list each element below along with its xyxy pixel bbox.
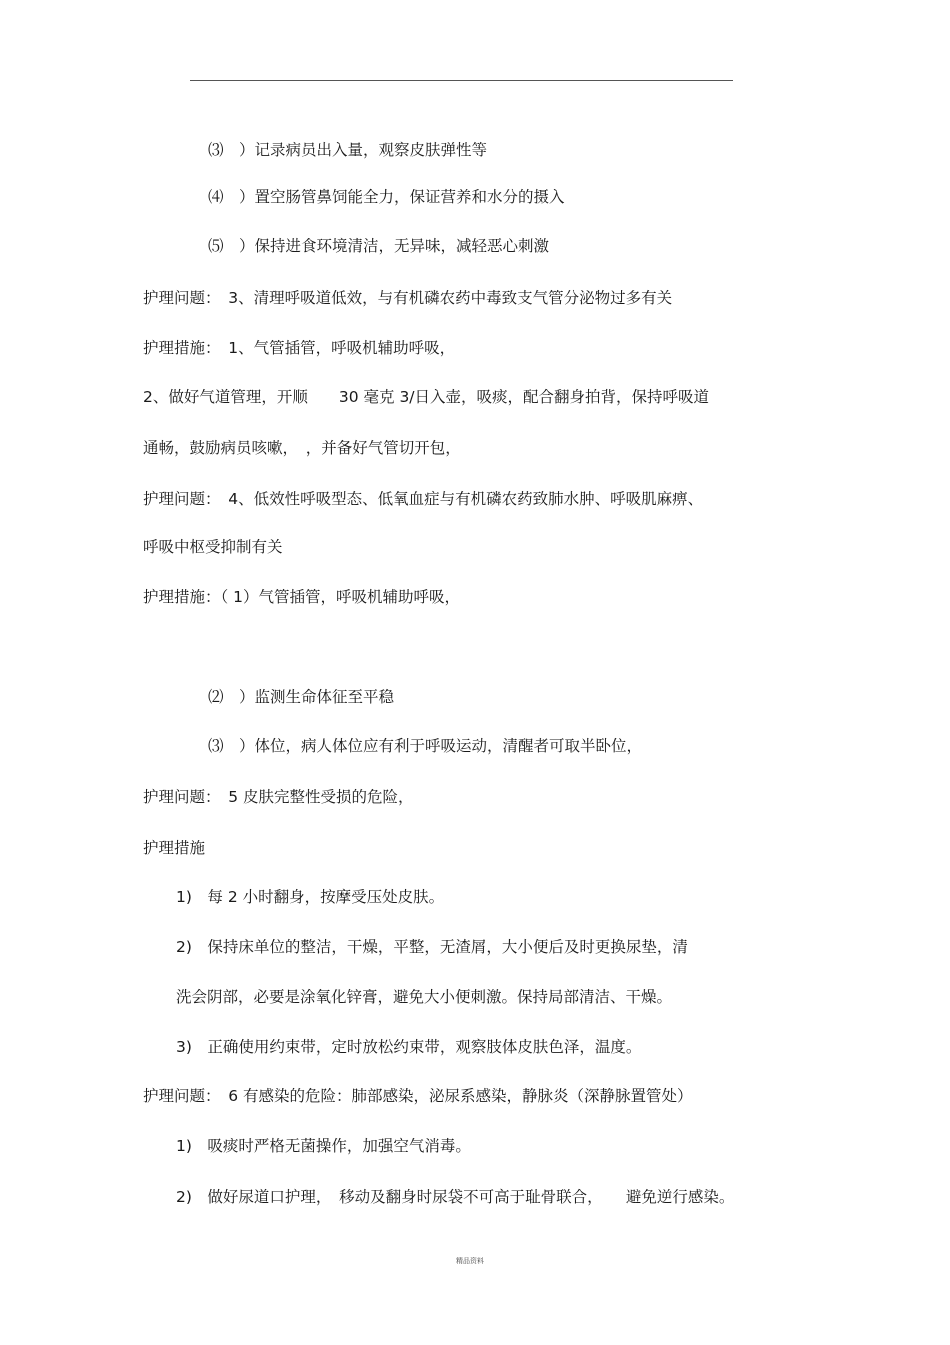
text-line: 2) 做好尿道口护理， 移动及翻身时尿袋不可高于耻骨联合， 避免逆行感染。 <box>176 1188 735 1206</box>
text-line: ⑸ ）保持进食环境清洁，无异味，减轻恶心刺激 <box>208 237 550 255</box>
text-line: 2) 保持床单位的整洁，干燥，平整，无渣屑，大小便后及时更换尿垫，清 <box>176 938 688 956</box>
text-line: 护理问题： 6 有感染的危险：肺部感染，泌尿系感染，静脉炎（深静脉置管处） <box>143 1087 693 1105</box>
text-line: ⑶ ）体位，病人体位应有利于呼吸运动，清醒者可取半卧位， <box>208 737 643 755</box>
text-line: 通畅，鼓励病员咳嗽， ，并备好气管切开包， <box>143 439 461 457</box>
text-line: 1) 吸痰时严格无菌操作，加强空气消毒。 <box>176 1137 471 1155</box>
text-line: 洗会阴部，必要是涂氧化锌膏，避免大小便刺激。保持局部清洁、干燥。 <box>176 988 673 1006</box>
text-line: 1) 每 2 小时翻身，按摩受压处皮肤。 <box>176 888 445 906</box>
header-rule <box>190 80 733 81</box>
text-line: 3) 正确使用约束带，定时放松约束带，观察肢体皮肤色泽，温度。 <box>176 1038 642 1056</box>
text-line: 呼吸中枢受抑制有关 <box>143 538 283 556</box>
text-line: 护理措施：（ 1）气管插管，呼吸机辅助呼吸， <box>143 588 461 606</box>
text-line: 护理问题： 5 皮肤完整性受损的危险， <box>143 788 414 806</box>
text-line: ⑷ ）置空肠管鼻饲能全力，保证营养和水分的摄入 <box>208 188 565 206</box>
text-line: 护理问题： 4、低效性呼吸型态、低氧血症与有机磷农药致肺水肿、呼吸肌麻痹、 <box>143 490 704 508</box>
text-line: 护理问题： 3、清理呼吸道低效，与有机磷农药中毒致支气管分泌物过多有关 <box>143 289 673 307</box>
text-line: ⑵ ）监测生命体征至平稳 <box>208 688 395 706</box>
text-line: 2、做好气道管理，开顺 30 毫克 3/日入壶，吸痰，配合翻身拍背，保持呼吸道 <box>143 388 710 406</box>
text-line: ⑶ ）记录病员出入量，观察皮肤弹性等 <box>208 141 488 159</box>
text-line: 护理措施： 1、气管插管，呼吸机辅助呼吸， <box>143 339 456 357</box>
footer-label: 精品资料 <box>456 1257 484 1265</box>
text-line: 护理措施 <box>143 839 206 857</box>
